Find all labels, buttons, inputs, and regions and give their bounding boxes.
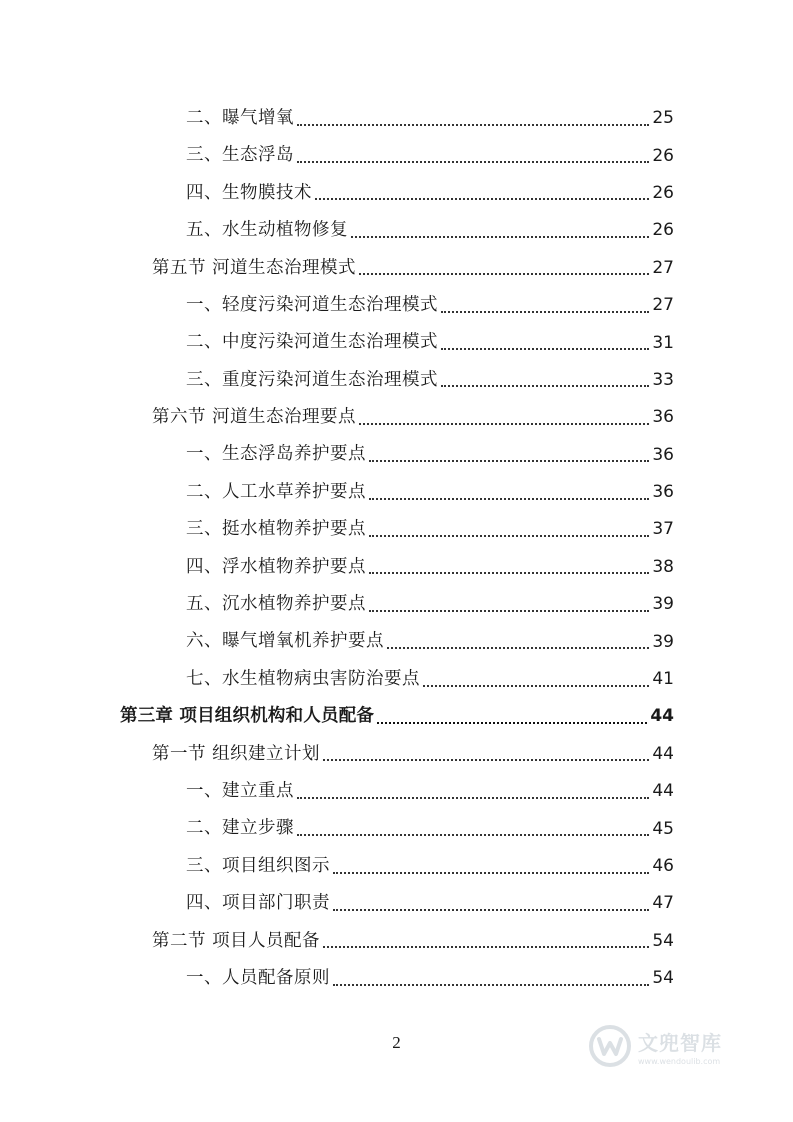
dot-leader (369, 572, 649, 574)
toc-entry-section[interactable] (0, 250, 793, 287)
dot-leader (297, 797, 649, 799)
dot-leader (377, 722, 647, 724)
toc-entry-title: 第二节 项目人员配备 (152, 930, 321, 951)
toc-entry-item[interactable] (0, 773, 793, 810)
toc-entry-item[interactable] (0, 175, 793, 212)
toc-entry-title: 第五节 河道生态治理模式 (152, 257, 357, 278)
toc-entry-item[interactable] (0, 137, 793, 174)
toc-entry-title: 三、生态浮岛 (186, 145, 294, 166)
toc-entry-title: 五、水生动植物修复 (186, 220, 348, 241)
toc-entry-page: 36 (652, 482, 674, 503)
toc-entry-item[interactable] (0, 885, 793, 922)
toc-entry-title: 第六节 河道生态治理要点 (152, 407, 357, 428)
dot-leader (333, 984, 649, 986)
toc-entry-title: 一、建立重点 (186, 780, 294, 801)
toc-entry-section[interactable] (0, 399, 793, 436)
toc-entry-title: 一、人员配备原则 (186, 967, 330, 988)
dot-leader (441, 348, 649, 350)
toc-entry-page: 26 (652, 145, 674, 166)
dot-leader (369, 460, 649, 462)
w-logo-icon (588, 1024, 632, 1068)
toc-entry-page: 33 (652, 369, 674, 390)
toc-entry-page: 44 (652, 781, 674, 802)
toc-entry-page: 44 (652, 743, 674, 764)
toc-entry-page: 44 (650, 706, 674, 727)
toc-entry-page: 38 (652, 556, 674, 577)
dot-leader (369, 498, 649, 500)
dot-leader (441, 385, 649, 387)
dot-leader (333, 909, 649, 911)
toc-entry-chapter[interactable] (0, 698, 793, 735)
toc-entry-item[interactable] (0, 324, 793, 361)
watermark-url: www.wendoulib.com (638, 1056, 721, 1066)
toc-entry-item[interactable] (0, 661, 793, 698)
toc-entry-item[interactable] (0, 511, 793, 548)
dot-leader (359, 423, 649, 425)
toc-entry-page: 41 (652, 669, 674, 690)
table-of-contents (0, 100, 793, 997)
toc-entry-item[interactable] (0, 287, 793, 324)
toc-entry-title: 四、浮水植物养护要点 (186, 556, 366, 577)
toc-entry-page: 26 (652, 220, 674, 241)
toc-entry-page: 47 (652, 893, 674, 914)
dot-leader (441, 311, 649, 313)
dot-leader (369, 535, 649, 537)
watermark (588, 1022, 758, 1070)
toc-entry-section[interactable] (0, 736, 793, 773)
toc-entry-item[interactable] (0, 437, 793, 474)
toc-entry-page: 39 (652, 631, 674, 652)
toc-entry-page: 26 (652, 182, 674, 203)
toc-entry-title: 一、轻度污染河道生态治理模式 (186, 294, 438, 315)
toc-entry-title: 二、人工水草养护要点 (186, 481, 366, 502)
dot-leader (423, 685, 649, 687)
toc-entry-page: 46 (652, 856, 674, 876)
toc-entry-title: 二、曝气增氧 (186, 107, 294, 128)
toc-entry-title: 三、挺水植物养护要点 (186, 519, 366, 540)
toc-entry-title: 七、水生植物病虫害防治要点 (186, 668, 420, 689)
dot-leader (351, 236, 649, 238)
dot-leader (315, 198, 649, 200)
toc-entry-title: 第一节 组织建立计划 (152, 743, 321, 764)
dot-leader (297, 124, 649, 126)
watermark-name: 文兜智库 (638, 1030, 722, 1055)
dot-leader (359, 273, 649, 275)
toc-entry-page: 31 (652, 332, 674, 353)
toc-entry-page: 39 (652, 594, 674, 615)
toc-entry-page: 36 (652, 444, 674, 465)
toc-entry-section[interactable] (0, 923, 793, 960)
toc-entry-title: 二、中度污染河道生态治理模式 (186, 332, 438, 353)
toc-entry-page: 27 (652, 295, 674, 316)
dot-leader (387, 647, 649, 649)
toc-entry-item[interactable] (0, 848, 793, 885)
toc-entry-item[interactable] (0, 586, 793, 623)
toc-entry-title: 一、生态浮岛养护要点 (186, 444, 366, 465)
toc-entry-item[interactable] (0, 623, 793, 660)
toc-entry-title: 六、曝气增氧机养护要点 (186, 631, 384, 652)
toc-entry-title: 四、生物膜技术 (186, 182, 312, 203)
toc-entry-page: 37 (652, 519, 674, 540)
toc-entry-item[interactable] (0, 474, 793, 511)
toc-entry-title: 三、项目组织图示 (186, 855, 330, 876)
toc-entry-item[interactable] (0, 362, 793, 399)
toc-entry-page: 54 (652, 968, 674, 989)
toc-entry-title: 第三章 项目组织机构和人员配备 (120, 706, 375, 727)
toc-entry-title: 三、重度污染河道生态治理模式 (186, 369, 438, 390)
page-number: 2 (392, 1033, 401, 1052)
dot-leader (369, 610, 649, 612)
toc-entry-item[interactable] (0, 549, 793, 586)
dot-leader (323, 759, 649, 761)
toc-entry-title: 五、沉水植物养护要点 (186, 594, 366, 615)
dot-leader (297, 834, 649, 836)
toc-entry-page: 36 (652, 407, 674, 428)
toc-entry-title: 四、项目部门职责 (186, 893, 330, 914)
toc-entry-item[interactable] (0, 100, 793, 137)
toc-entry-title: 二、建立步骤 (186, 818, 294, 839)
toc-entry-page: 54 (652, 930, 674, 951)
toc-entry-page: 45 (652, 818, 674, 839)
dot-leader (333, 872, 649, 874)
dot-leader (323, 946, 649, 948)
dot-leader (297, 161, 649, 163)
toc-entry-item[interactable] (0, 810, 793, 847)
toc-entry-item[interactable] (0, 960, 793, 997)
toc-entry-page: 25 (652, 108, 674, 129)
toc-entry-item[interactable] (0, 212, 793, 249)
toc-entry-page: 27 (652, 257, 674, 278)
